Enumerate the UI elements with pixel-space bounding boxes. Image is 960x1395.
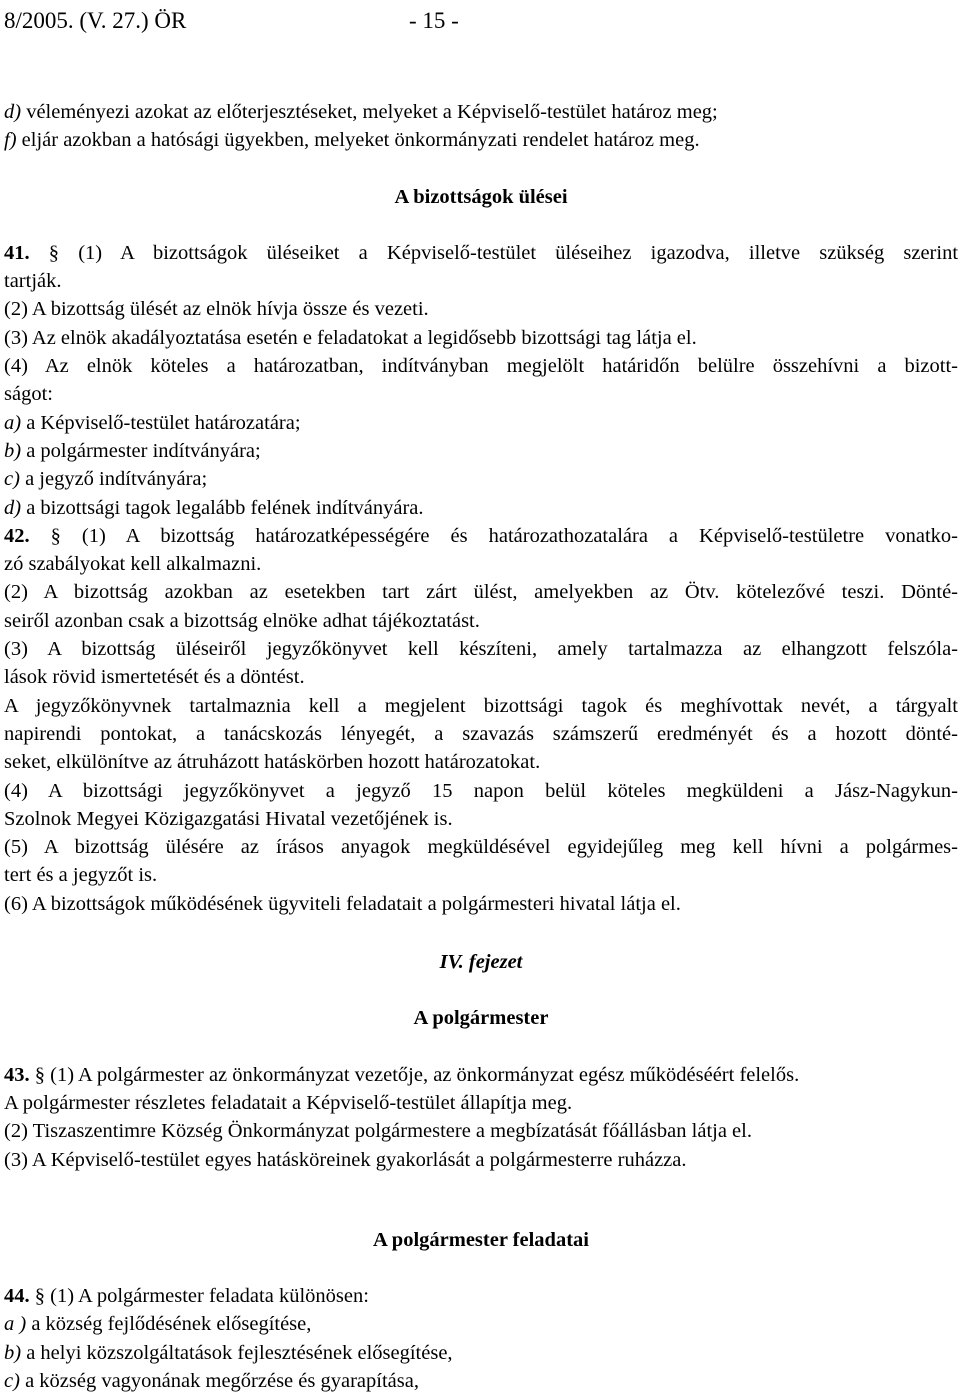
list-item bbox=[4, 1367, 958, 1395]
section-42-para-3b-line-2: napirendi pontokat, a tanácskozás lényegét, a szavazás számszerű eredményét és a hozott dönté- bbox=[4, 722, 958, 745]
section-42-para-5-line-1: (5) A bizottság ülésére az írásos anyagok megküldésével egyidejűleg meg kell hívni a polgármes- bbox=[4, 836, 958, 859]
section-41-para-4-line-2: ságot: bbox=[4, 383, 53, 406]
section-number: 42. bbox=[4, 524, 30, 547]
page-header bbox=[4, 4, 459, 38]
section-42-para-1-line-2: zó szabályokat kell alkalmazni. bbox=[4, 553, 262, 576]
list-item bbox=[4, 409, 958, 437]
section-42-para-4-line-1: (4) A bizottsági jegyzőkönyvet a jegyző 15 napon belül köteles megküldeni a Jász-Nagykun- bbox=[4, 779, 958, 802]
list-item bbox=[4, 465, 958, 493]
item-text: a Képviselő-testület határozatára; bbox=[21, 411, 301, 434]
heading-mayor-duties: A polgármester feladatai bbox=[373, 1228, 589, 1251]
intro-item-d bbox=[4, 98, 958, 126]
section-sign: § bbox=[34, 1063, 45, 1086]
section-42-para-4-line-2: Szolnok Megyei Közigazgatási Hivatal vezetőjének is. bbox=[4, 807, 453, 830]
document-body bbox=[4, 98, 958, 1395]
section-sign: § bbox=[48, 241, 60, 264]
section-number: 43. bbox=[4, 1063, 30, 1086]
section-42-para-3b-line-1: A jegyzőkönyvnek tartalmaznia kell a megjelent bizottsági tagok és meghívottak nevét, a tárgyalt bbox=[4, 694, 958, 717]
page-number: - 15 - bbox=[409, 8, 459, 33]
section-42-para-2-line-1: (2) A bizottság azokban az esetekben tart zárt ülést, amelyekben az Ötv. kötelezővé teszi. Dönté- bbox=[4, 581, 958, 604]
section-number: 41. bbox=[4, 241, 30, 264]
item-text: véleményezi azokat az előterjesztéseket, melyeket a Képviselő-testület határoz meg; bbox=[21, 101, 718, 123]
section-42-para-3-line-2: lások rövid ismertetését és a döntést. bbox=[4, 666, 305, 689]
heading-committee-sessions: A bizottságok ülései bbox=[394, 185, 568, 208]
item-text: a jegyző indítványára; bbox=[19, 468, 208, 491]
item-letter: a) bbox=[4, 411, 22, 434]
section-41-para-3: (3) Az elnök akadályoztatása esetén e feladatokat a legidősebb bizottsági tag látja el. bbox=[4, 326, 697, 349]
item-letter: d) bbox=[4, 101, 22, 123]
section-43-para-3: (3) A Képviselő-testület egyes hatásköreinek gyakorlását a polgármesterre ruházza. bbox=[4, 1148, 687, 1171]
section-42-para-3b-line-3: seket, elkülönítve az átruházott hatáskörben hozott határozatokat. bbox=[4, 751, 541, 774]
item-text: a község fejlődésének elősegítése, bbox=[26, 1313, 312, 1336]
section-sign: § bbox=[50, 524, 61, 547]
section-sign: § bbox=[34, 1285, 45, 1308]
item-text: a bizottsági tagok legalább felének indítványára. bbox=[21, 496, 424, 519]
section-42-para-6: (6) A bizottságok működésének ügyviteli feladatait a polgármesteri hivatal látja el. bbox=[4, 892, 681, 915]
item-letter: c) bbox=[4, 1369, 20, 1392]
section-42-para-5-line-2: tert és a jegyzőt is. bbox=[4, 864, 158, 887]
list-item bbox=[4, 1310, 958, 1338]
item-letter: b) bbox=[4, 1341, 22, 1364]
intro-item-f bbox=[4, 126, 958, 154]
section-41-para-2: (2) A bizottság ülését az elnök hívja össze és vezeti. bbox=[4, 298, 429, 321]
item-text: a község vagyonának megőrzése és gyarapítása, bbox=[19, 1369, 419, 1392]
section-41-para-1-line-2: tartják. bbox=[4, 270, 62, 293]
chapter-title: IV. fejezet bbox=[439, 951, 523, 974]
section-42-para-3-line-1: (3) A bizottság üléseiről jegyzőkönyvet kell készíteni, amely tartalmazza az elhangzott felszóla- bbox=[4, 638, 958, 661]
section-43-para-1-line-2: A polgármester részletes feladatait a Képviselő-testület állapítja meg. bbox=[4, 1091, 573, 1114]
section-43-para-2: (2) Tiszaszentimre Község Önkormányzat polgármestere a megbízatását főállásban látja el. bbox=[4, 1120, 752, 1143]
list-item bbox=[4, 494, 958, 522]
section-44-para-1: 44. § (1) A polgármester feladata különösen: bbox=[4, 1285, 369, 1308]
list-item bbox=[4, 437, 958, 465]
heading-mayor: A polgármester bbox=[413, 1007, 549, 1030]
section-42-para-1-line-1: 42. § (1) A bizottság határozatképességére és határozathozatalára a Képviselő-testületre vonatko- bbox=[4, 524, 958, 547]
item-text: a helyi közszolgáltatások fejlesztésének elősegítése, bbox=[21, 1341, 453, 1364]
section-41-para-1-line-1: 41. § (1) A bizottságok üléseiket a Képviselő-testület üléseihez igazodva, illetve szükség szerint bbox=[4, 241, 959, 264]
section-42-para-2-line-2: seiről azonban csak a bizottság elnöke adhat tájékoztatást. bbox=[4, 609, 480, 632]
section-number: 44. bbox=[4, 1285, 30, 1308]
item-text: eljár azokban a hatósági ügyekben, melyeket önkormányzati rendelet határoz meg. bbox=[16, 129, 700, 152]
item-letter: d) bbox=[4, 496, 22, 519]
item-letter: f) bbox=[4, 129, 17, 152]
document-id: 8/2005. (V. 27.) ÖR bbox=[4, 8, 187, 33]
item-letter: a ) bbox=[4, 1313, 27, 1336]
item-letter: c) bbox=[4, 468, 20, 491]
list-item bbox=[4, 1339, 958, 1367]
item-text: a polgármester indítványára; bbox=[21, 439, 261, 462]
section-43-para-1-line-1: 43. § (1) A polgármester az önkormányzat vezetője, az önkormányzat egész működéséért felelős. bbox=[4, 1063, 800, 1086]
item-letter: b) bbox=[4, 439, 22, 462]
section-41-para-4-line-1: (4) Az elnök köteles a határozatban, indítványban megjelölt határidőn belülre összehívni a bizott- bbox=[4, 355, 958, 378]
